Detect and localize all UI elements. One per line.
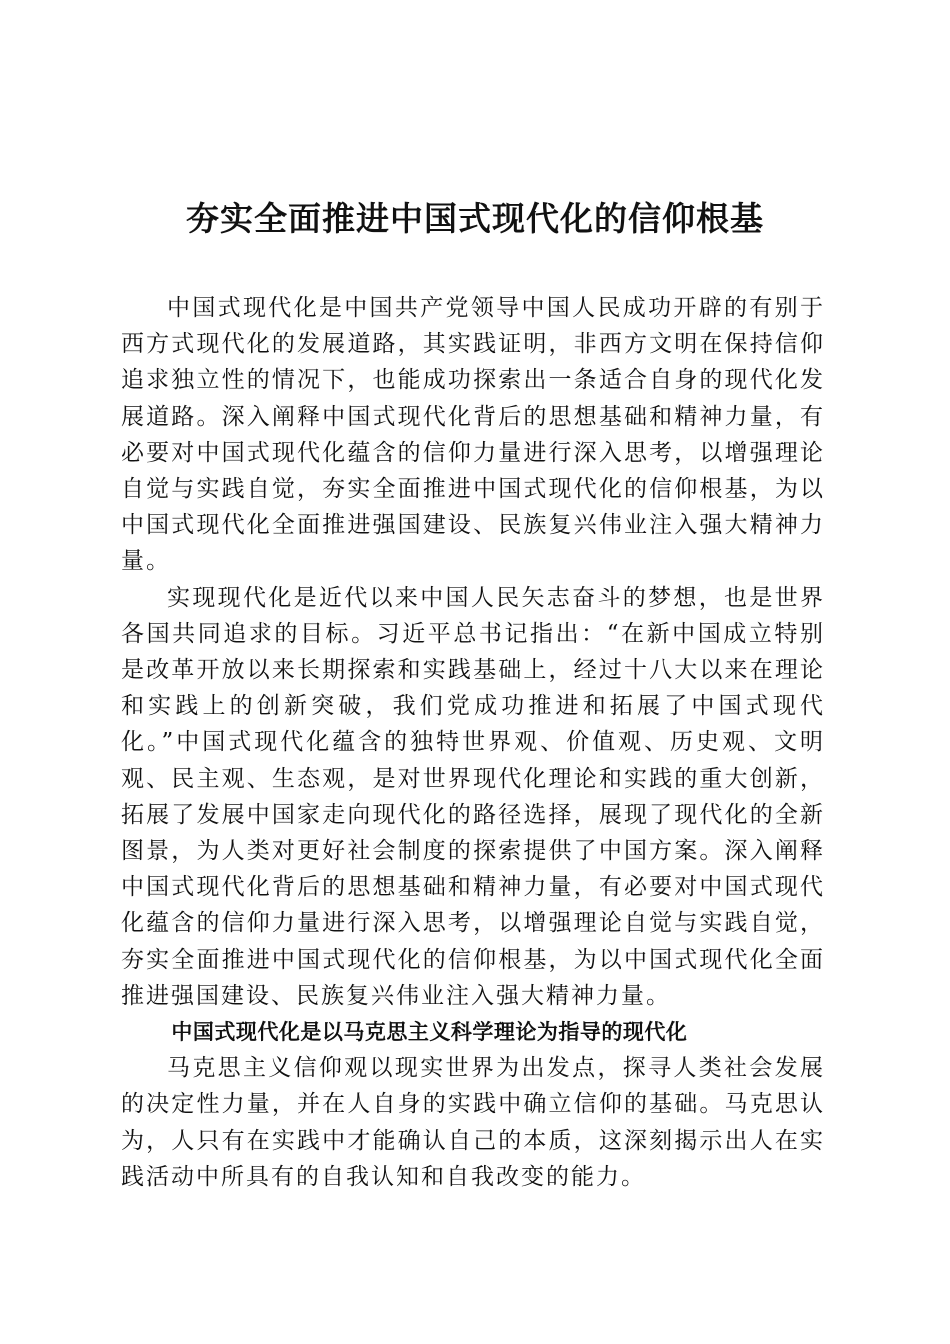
document-body: [121, 290, 825, 1195]
modernization-paragraph: 实现现代化是近代以来中国人民矢志奋斗的梦想，也是世界各国共同追求的目标。习近平总书记指出：“在新中国成立特别是改革开放以来长期探索和实践基础上，经过十八大以来在理论和实践上的创新突破，我们党成功推进和拓展了中国式现代化。”中国式现代化蕴含的独特世界观、价值观、历史观、文明观、民主观、生态观，是对世界现代化理论和实践的重大创新，拓展了发展中国家走向现代化的路径选择，展现了现代化的全新图景，为人类对更好社会制度的探索提供了中国方案。深入阐释中国式现代化背后的思想基础和精神力量，有必要对中国式现代化蕴含的信仰力量进行深入思考，以增强理论自觉与实践自觉，夯实全面推进中国式现代化的信仰根基，为以中国式现代化全面推进强国建设、民族复兴伟业注入强大精神力量。: [121, 584, 825, 1009]
document-title: 夯实全面推进中国式现代化的信仰根基: [186, 199, 764, 238]
section-heading: 中国式现代化是以马克思主义科学理论为指导的现代化: [171, 1020, 688, 1045]
intro-paragraph: 中国式现代化是中国共产党领导中国人民成功开辟的有别于西方式现代化的发展道路，其实践证明，非西方文明在保持信仰追求独立性的情况下，也能成功探索出一条适合自身的现代化发展道路。深入阐释中国式现代化背后的思想基础和精神力量，有必要对中国式现代化蕴含的信仰力量进行深入思考，以增强理论自觉与实践自觉，夯实全面推进中国式现代化的信仰根基，为以中国式现代化全面推进强国建设、民族复兴伟业注入强大精神力量。: [121, 295, 825, 575]
section-paragraph: 马克思主义信仰观以现实世界为出发点，探寻人类社会发展的决定性力量，并在人自身的实践中确立信仰的基础。马克思认为，人只有在实践中才能确认自己的本质，这深刻揭示出人在实践活动中所具有的自我认知和自我改变的能力。: [121, 1055, 825, 1190]
